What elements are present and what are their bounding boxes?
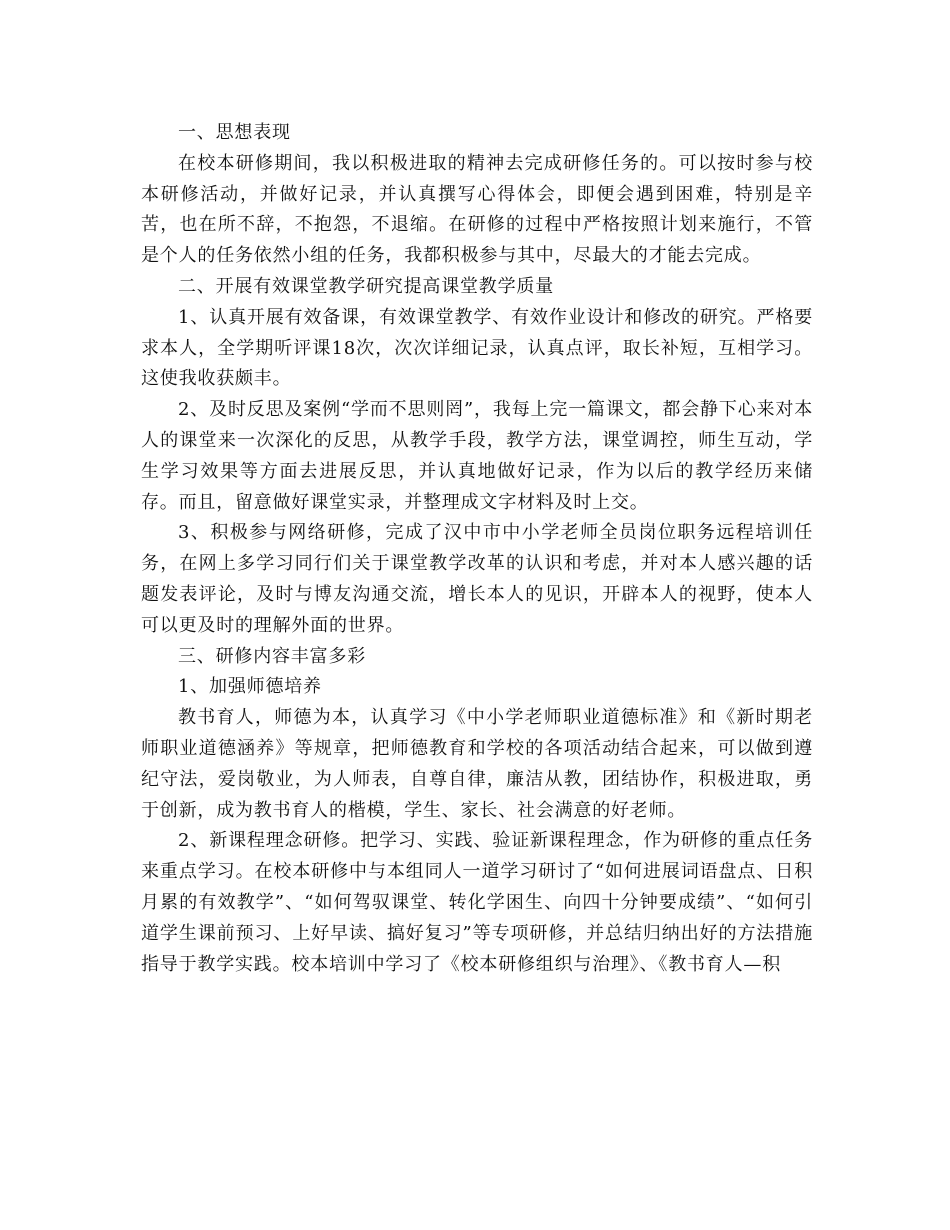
subheading-ethics: 1、加强师德培养 <box>178 676 322 698</box>
paragraph-online-training: 3、积极参与网络研修，完成了汉中市中小学老师全员岗位职务远程培训任务，在网上多学习同行们关于课堂教学改革的认识和考虑，并对本人感兴趣的话题发表评论，及时与博友沟通交流，增长本人的见识，开辟本人的视野，使本人可以更及时的理解外面的世界。 <box>141 522 813 636</box>
section-heading-content: 三、研修内容丰富多彩 <box>178 645 366 667</box>
document-body <box>141 118 813 980</box>
section-heading-thought: 一、思想表现 <box>178 122 291 143</box>
paragraph-thought: 在校本研修期间，我以积极进取的精神去完成研修任务的。可以按时参与校本研修活动，并做好记录，并认真撰写心得体会，即便会遇到困难，特别是辛苦，也在所不辞，不抱怨，不退缩。在研修的过程中严格按照计划来施行，不管是个人的任务依然小组的任务，我都积极参与其中，尽最大的才能去完成。 <box>141 152 813 267</box>
paragraph-ethics: 教书育人，师德为本，认真学习《中小学老师职业道德标准》和《新时期老师职业道德涵养》等规章，把师德教育和学校的各项活动结合起来，可以做到遵纪守法，爱岗敬业，为人师表，自尊自律，廉洁从教，团结协作，积极进取，勇于创新，成为教书育人的楷模，学生、家长、社会满意的好老师。 <box>141 707 813 821</box>
paragraph-lesson-prep: 1、认真开展有效备课，有效课堂教学、有效作业设计和修改的研究。严格要求本人，全学期听评课18次，次次详细记录，认真点评，取长补短，互相学习。这使我收获颇丰。 <box>141 306 813 390</box>
paragraph-new-curriculum: 2、新课程理念研修。把学习、实践、验证新课程理念，作为研修的重点任务来重点学习。在校本研修中与本组同人一道学习研讨了“如何进展词语盘点、日积月累的有效教学”、“如何驾驭课堂、转化学困生、向四十分钟要成绩”、“如何引道学生课前预习、上好早读、搞好复习”等专项研修，并总结归纳出好的方法措施指导于教学实践。校本培训中学习了《校本研修组织与治理》、《教书育人—积 <box>141 830 813 975</box>
paragraph-reflection: 2、及时反思及案例“学而不思则罔”，我每上完一篇课文，都会静下心来对本人的课堂来一次深化的反思，从教学手段，教学方法，课堂调控，师生互动，学生学习效果等方面去进展反思，并认真地做好记录，作为以后的教学经历来储存。而且，留意做好课堂实录，并整理成文字材料及时上交。 <box>141 399 813 513</box>
section-heading-classroom: 二、开展有效课堂教学研究提高课堂教学质量 <box>178 275 554 297</box>
